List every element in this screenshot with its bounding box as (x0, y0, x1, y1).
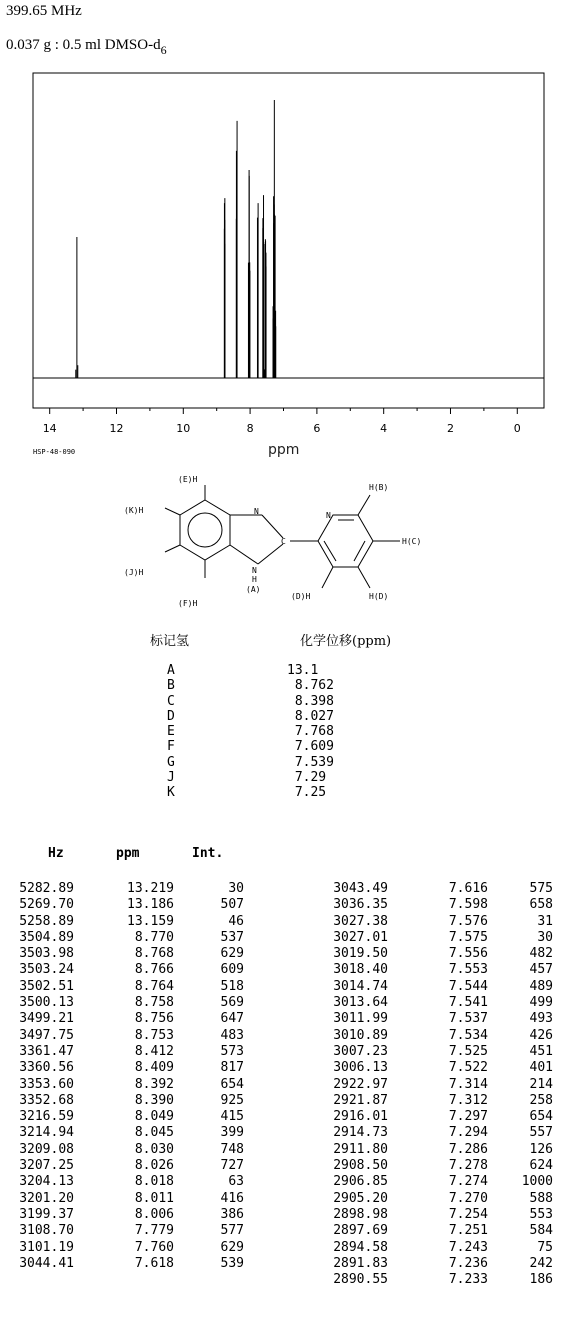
x-axis-label: ppm (268, 442, 300, 458)
shift-table-header-shift: 化学位移(ppm) (300, 634, 392, 649)
peak-hz: 3204.13 (19, 1174, 74, 1190)
peak-intensity: 588 (529, 1190, 553, 1206)
peak-ppm: 7.233 (448, 1272, 488, 1288)
shift-row-value: 7.25 (287, 785, 327, 801)
shift-row-label: B (167, 678, 175, 694)
peak-intensity: 539 (220, 1255, 244, 1271)
peak-ppm: 7.297 (448, 1109, 488, 1125)
peak-hz: 3207.25 (19, 1158, 74, 1174)
peak-intensity: 126 (529, 1141, 553, 1157)
shift-row-label: E (167, 724, 175, 740)
peak-intensity: 483 (220, 1027, 244, 1043)
peak-row (0, 962, 244, 978)
peak-intensity: 557 (529, 1125, 553, 1141)
peak-ppm: 8.768 (134, 946, 174, 962)
peak-ppm: 7.314 (448, 1076, 488, 1092)
shift-table-labels (167, 663, 175, 801)
peak-row (0, 995, 244, 1011)
peak-ppm: 7.553 (448, 962, 488, 978)
peak-hz: 2906.85 (333, 1174, 388, 1190)
peak-ppm: 7.618 (134, 1255, 174, 1271)
peak-intensity: 748 (220, 1141, 244, 1157)
peak-intensity: 399 (220, 1125, 244, 1141)
label-B-H: H(B) (369, 483, 389, 492)
peak-hz: 3504.89 (19, 929, 74, 945)
peak-hz: 3353.60 (19, 1076, 74, 1092)
peak-row (0, 1191, 244, 1207)
peak-hz: 2921.87 (333, 1092, 388, 1108)
peak-intensity: 575 (529, 881, 553, 896)
peak-ppm: 7.575 (448, 929, 488, 945)
peak-intensity: 75 (537, 1239, 553, 1255)
peak-intensity: 537 (220, 929, 244, 945)
peak-hz: 3043.49 (333, 881, 388, 896)
shift-table-values (287, 663, 334, 801)
peak-row (310, 1158, 553, 1174)
peak-ppm: 13.219 (127, 881, 174, 896)
shift-row-value: 8.027 (287, 708, 334, 724)
peak-ppm: 7.779 (134, 1223, 174, 1239)
peak-row (310, 1272, 553, 1288)
label-N-pyridine: N (326, 511, 331, 520)
peak-ppm: 7.243 (448, 1239, 488, 1255)
peak-ppm: 8.764 (134, 978, 174, 994)
peak-row (0, 1158, 244, 1174)
label-E-H: (E)H (178, 475, 198, 484)
label-J-H: (J)H (124, 568, 144, 577)
peak-row (310, 930, 553, 946)
peak-hz: 3036.35 (333, 897, 388, 913)
peak-hz: 3006.13 (333, 1060, 388, 1076)
peak-row (0, 1011, 244, 1027)
shift-row-label: D (167, 708, 175, 724)
peak-row (0, 930, 244, 946)
peak-row (310, 1191, 553, 1207)
shift-row-value: 7.609 (287, 739, 334, 755)
peak-ppm: 8.045 (134, 1125, 174, 1141)
label-K-H: (K)H (124, 506, 144, 515)
peak-hz: 2897.69 (333, 1223, 388, 1239)
shift-row-value: 13.1 (287, 663, 319, 678)
peak-hz: 5269.70 (19, 897, 74, 913)
peak-intensity: 553 (529, 1206, 553, 1222)
peak-intensity: 415 (220, 1109, 244, 1125)
peak-ppm: 8.766 (134, 962, 174, 978)
peak-row (310, 995, 553, 1011)
peak-ppm: 8.018 (134, 1174, 174, 1190)
peak-intensity: 577 (220, 1223, 244, 1239)
peak-intensity: 186 (529, 1272, 553, 1288)
peak-intensity: 386 (220, 1206, 244, 1222)
peak-row (310, 914, 553, 930)
peak-intensity: 30 (228, 881, 244, 896)
label-D-H-left: (D)H (291, 592, 311, 601)
peak-intensity: 493 (529, 1011, 553, 1027)
peak-intensity: 242 (529, 1255, 553, 1271)
peak-intensity: 817 (220, 1060, 244, 1076)
peak-row (0, 881, 244, 897)
peak-ppm: 7.294 (448, 1125, 488, 1141)
peak-ppm: 13.159 (127, 913, 174, 929)
peak-row (310, 962, 553, 978)
peak-hz: 3101.19 (19, 1239, 74, 1255)
peak-ppm: 8.756 (134, 1011, 174, 1027)
peak-hz: 3214.94 (19, 1125, 74, 1141)
peak-hz: 3011.99 (333, 1011, 388, 1027)
peak-header-ppm: ppm (116, 846, 140, 861)
spectrometer-frequency: 399.65 MHz (6, 3, 82, 19)
peak-row (0, 897, 244, 913)
peak-intensity: 584 (529, 1223, 553, 1239)
peak-row (310, 881, 553, 897)
peak-ppm: 8.049 (134, 1109, 174, 1125)
peak-ppm: 7.556 (448, 946, 488, 962)
peak-intensity: 426 (529, 1027, 553, 1043)
label-N-top: N (254, 507, 259, 516)
peak-row (310, 1174, 553, 1190)
peak-ppm: 7.544 (448, 978, 488, 994)
peak-layer (76, 100, 276, 378)
shift-row-value: 8.762 (287, 678, 334, 694)
peak-row (0, 1207, 244, 1223)
peak-row (310, 1207, 553, 1223)
peak-ppm: 7.270 (448, 1190, 488, 1206)
peak-row (310, 1060, 553, 1076)
peak-row (0, 1077, 244, 1093)
peak-ppm: 7.278 (448, 1158, 488, 1174)
peak-intensity: 451 (529, 1043, 553, 1059)
peak-ppm: 7.251 (448, 1223, 488, 1239)
peak-hz: 2914.73 (333, 1125, 388, 1141)
peak-intensity: 46 (228, 913, 244, 929)
x-tick-label: 6 (313, 422, 321, 435)
peak-hz: 5258.89 (19, 913, 74, 929)
peak-row (0, 979, 244, 995)
peak-hz: 3216.59 (19, 1109, 74, 1125)
peak-hz: 3044.41 (19, 1255, 74, 1271)
peak-hz: 3503.24 (19, 962, 74, 978)
peak-intensity: 925 (220, 1092, 244, 1108)
peak-row (310, 1142, 553, 1158)
peak-row (0, 1125, 244, 1141)
peak-hz: 2916.01 (333, 1109, 388, 1125)
peak-row (0, 1044, 244, 1060)
peak-list-left (0, 881, 244, 1272)
peak-ppm: 8.409 (134, 1060, 174, 1076)
peak-intensity: 416 (220, 1190, 244, 1206)
shift-row-label: C (167, 693, 175, 709)
peak-row (310, 897, 553, 913)
peak-header-int: Int. (192, 846, 224, 861)
peak-hz: 3503.98 (19, 946, 74, 962)
peak-row (310, 946, 553, 962)
x-tick-label: 2 (446, 422, 454, 435)
peak-ppm: 7.576 (448, 913, 488, 929)
peak-hz: 3019.50 (333, 946, 388, 962)
peak-ppm: 13.186 (127, 897, 174, 913)
peak-ppm: 7.236 (448, 1255, 488, 1271)
spectrum-code: HSP-48-090 (33, 448, 76, 456)
peak-intensity: 624 (529, 1158, 553, 1174)
peak-row (0, 1142, 244, 1158)
peak-hz: 3010.89 (333, 1027, 388, 1043)
peak-intensity: 507 (220, 897, 244, 913)
peak-ppm: 7.537 (448, 1011, 488, 1027)
peak-ppm: 7.274 (448, 1174, 488, 1190)
peak-intensity: 214 (529, 1076, 553, 1092)
label-D-H-right: H(D) (369, 592, 389, 601)
shift-row-value: 7.539 (287, 754, 334, 770)
peak-intensity: 457 (529, 962, 553, 978)
peak-hz: 3209.08 (19, 1141, 74, 1157)
peak-header-hz: Hz (48, 846, 64, 861)
peak-ppm: 7.522 (448, 1060, 488, 1076)
peak-hz: 3027.01 (333, 929, 388, 945)
peak-hz: 3014.74 (333, 978, 388, 994)
peak-row (0, 1093, 244, 1109)
peak-hz: 3502.51 (19, 978, 74, 994)
peak-row (310, 1044, 553, 1060)
peak-ppm: 7.525 (448, 1043, 488, 1059)
peak-row (310, 979, 553, 995)
peak-hz: 3499.21 (19, 1011, 74, 1027)
peak-row (0, 1174, 244, 1190)
peak-ppm: 7.541 (448, 995, 488, 1011)
x-tick-label: 14 (42, 422, 57, 435)
peak-hz: 3500.13 (19, 995, 74, 1011)
peak-intensity: 401 (529, 1060, 553, 1076)
sample-subscript: 6 (160, 43, 167, 57)
peak-row (310, 1028, 553, 1044)
peak-ppm: 7.760 (134, 1239, 174, 1255)
x-tick-label: 0 (513, 422, 521, 435)
label-A: (A) (246, 585, 261, 594)
label-C-H: H(C) (402, 537, 422, 546)
molecule-structure (0, 460, 570, 620)
peak-hz: 3497.75 (19, 1027, 74, 1043)
peak-intensity: 499 (529, 995, 553, 1011)
label-NH: H (252, 575, 257, 584)
plot-frame (33, 73, 544, 408)
peak-intensity: 30 (537, 929, 553, 945)
shift-table-header-label: 标记氢 (150, 634, 190, 649)
peak-row (0, 946, 244, 962)
peak-ppm: 7.534 (448, 1027, 488, 1043)
shift-row-value: 7.768 (287, 724, 334, 740)
peak-hz: 3027.38 (333, 913, 388, 929)
peak-row (0, 1109, 244, 1125)
peak-ppm: 7.616 (448, 881, 488, 896)
peak-intensity: 573 (220, 1043, 244, 1059)
peak-ppm: 8.412 (134, 1043, 174, 1059)
shift-row-label: K (167, 785, 175, 801)
peak-row (0, 1223, 244, 1239)
peak-row (310, 1109, 553, 1125)
peak-intensity: 654 (220, 1076, 244, 1092)
peak-ppm: 8.390 (134, 1092, 174, 1108)
peak-intensity: 482 (529, 946, 553, 962)
peak-intensity: 647 (220, 1011, 244, 1027)
shift-row-label: G (167, 754, 175, 770)
peak-row (0, 1060, 244, 1076)
nmr-spectrum-chart (0, 0, 570, 440)
peak-hz: 2898.98 (333, 1206, 388, 1222)
peak-ppm: 8.753 (134, 1027, 174, 1043)
peak-intensity: 654 (529, 1109, 553, 1125)
peak-ppm: 7.286 (448, 1141, 488, 1157)
x-tick-label: 10 (176, 422, 191, 435)
peak-row (310, 1077, 553, 1093)
peak-row (0, 1028, 244, 1044)
peak-intensity: 727 (220, 1158, 244, 1174)
peak-intensity: 569 (220, 995, 244, 1011)
peak-list-right (310, 881, 553, 1288)
peak-intensity: 63 (228, 1174, 244, 1190)
peak-ppm: 7.254 (448, 1206, 488, 1222)
peak-row (310, 1093, 553, 1109)
peak-intensity: 1000 (521, 1174, 553, 1190)
peak-row (310, 1256, 553, 1272)
peak-hz: 3360.56 (19, 1060, 74, 1076)
label-C: C (281, 537, 286, 546)
peak-intensity: 609 (220, 962, 244, 978)
peak-row (0, 1256, 244, 1272)
peak-intensity: 658 (529, 897, 553, 913)
peak-hz: 2908.50 (333, 1158, 388, 1174)
peak-intensity: 629 (220, 946, 244, 962)
peak-row (310, 1223, 553, 1239)
x-tick-label: 4 (380, 422, 388, 435)
x-tick-label: 8 (246, 422, 254, 435)
peak-hz: 2894.58 (333, 1239, 388, 1255)
peak-ppm: 7.312 (448, 1092, 488, 1108)
peak-hz: 3201.20 (19, 1190, 74, 1206)
peak-intensity: 629 (220, 1239, 244, 1255)
shift-row-value: 8.398 (287, 693, 334, 709)
shift-row-label: J (167, 770, 175, 786)
peak-ppm: 8.011 (134, 1190, 174, 1206)
peak-ppm: 8.030 (134, 1141, 174, 1157)
label-N-bottom: N (252, 566, 257, 575)
peak-ppm: 8.006 (134, 1206, 174, 1222)
peak-row (0, 1240, 244, 1256)
peak-hz: 2891.83 (333, 1255, 388, 1271)
label-F-H: (F)H (178, 599, 198, 608)
peak-intensity: 31 (537, 913, 553, 929)
x-axis-ticks (43, 408, 521, 435)
peak-ppm: 8.392 (134, 1076, 174, 1092)
peak-row (0, 914, 244, 930)
peak-hz: 3013.64 (333, 995, 388, 1011)
peak-hz: 2905.20 (333, 1190, 388, 1206)
peak-intensity: 518 (220, 978, 244, 994)
peak-ppm: 8.026 (134, 1158, 174, 1174)
peak-hz: 3007.23 (333, 1043, 388, 1059)
peak-intensity: 489 (529, 978, 553, 994)
peak-hz: 2890.55 (333, 1272, 388, 1288)
peak-intensity: 258 (529, 1092, 553, 1108)
peak-row (310, 1125, 553, 1141)
peak-ppm: 8.770 (134, 929, 174, 945)
sample-text: 0.037 g : 0.5 ml DMSO-d (6, 37, 161, 53)
peak-hz: 3018.40 (333, 962, 388, 978)
peak-hz: 3108.70 (19, 1223, 74, 1239)
peak-hz: 2922.97 (333, 1076, 388, 1092)
shift-row-value: 7.29 (287, 770, 327, 786)
peak-row (310, 1240, 553, 1256)
peak-row (310, 1011, 553, 1027)
peak-ppm: 8.758 (134, 995, 174, 1011)
x-tick-label: 12 (109, 422, 124, 435)
peak-ppm: 7.598 (448, 897, 488, 913)
peak-hz: 3199.37 (19, 1206, 74, 1222)
peak-hz: 5282.89 (19, 881, 74, 896)
peak-hz: 2911.80 (333, 1141, 388, 1157)
shift-row-label: A (167, 663, 175, 678)
peak-hz: 3352.68 (19, 1092, 74, 1108)
peak-hz: 3361.47 (19, 1043, 74, 1059)
shift-row-label: F (167, 739, 175, 755)
